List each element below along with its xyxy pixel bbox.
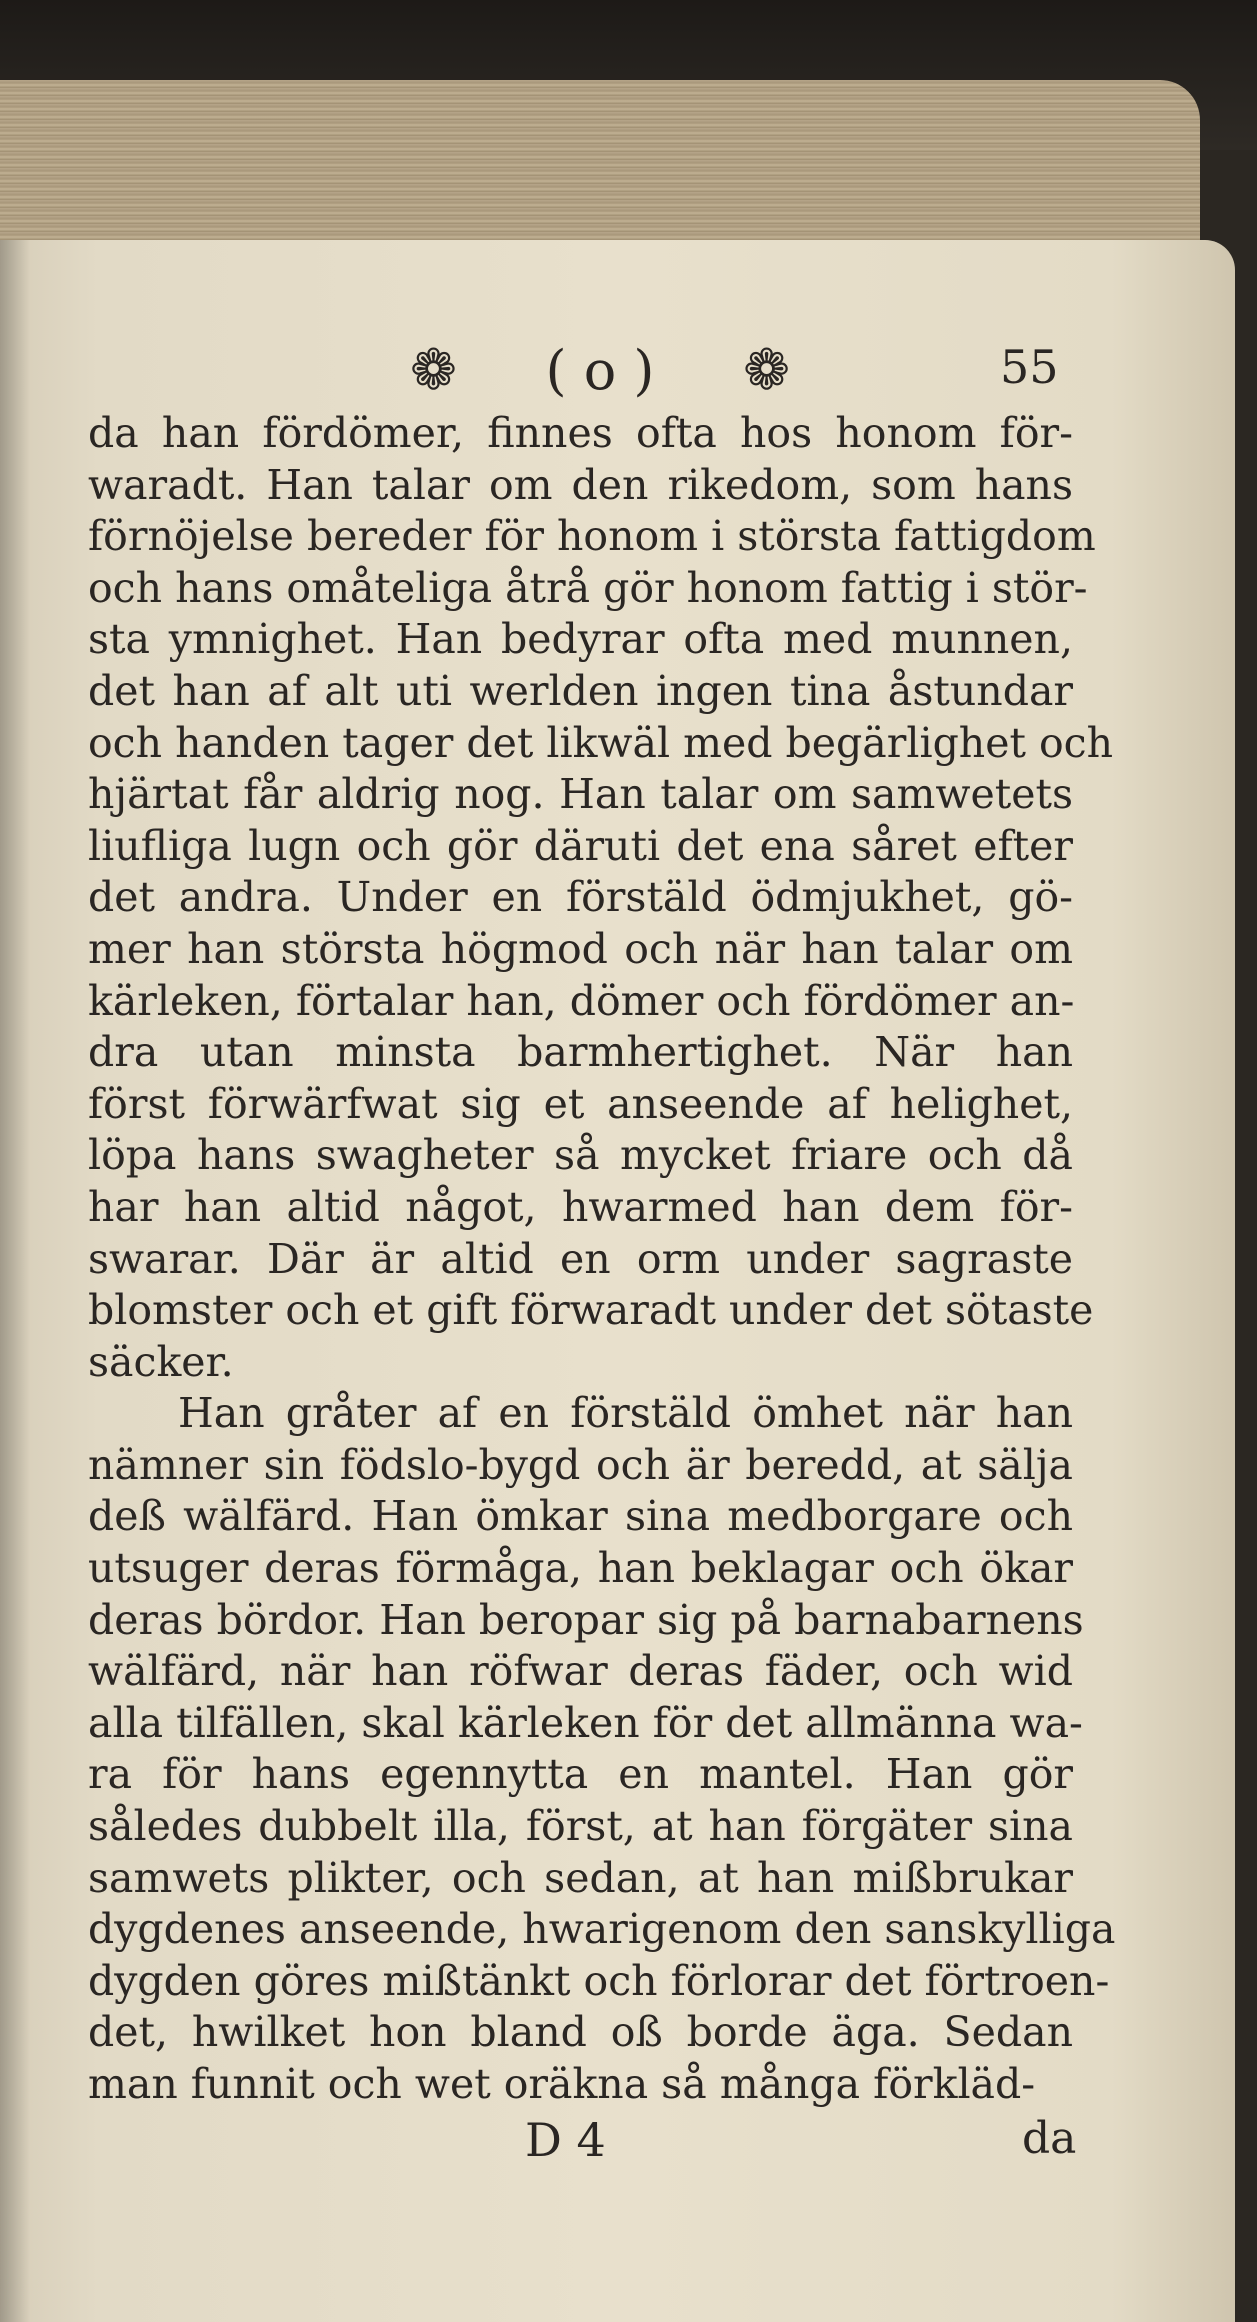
text-line: samwets plikter, och sedan, at han mißbrukar [88, 1853, 1073, 1902]
running-header [410, 338, 790, 403]
ornament-left-icon: ❁ [410, 338, 457, 403]
text-line: mer han största högmod och när han talar om [88, 924, 1073, 973]
text-line: löpa hans swagheter så mycket friare och då [88, 1131, 1073, 1180]
text-line: blomster och et gift förwaradt under det sötaste [88, 1286, 1094, 1335]
text-line: säcker. [88, 1337, 234, 1386]
header-center: ( o ) [545, 339, 655, 402]
text-line: och hans omåteliga åtrå gör honom fattig i stör- [88, 563, 1088, 612]
text-line: kärleken, förtalar han, dömer och fördömer an- [88, 976, 1075, 1025]
text-line: hjärtat får aldrig nog. Han talar om samwetets [88, 770, 1073, 819]
text-line: har han altid något, hwarmed han dem för- [88, 1182, 1073, 1231]
text-line: dygden göres mißtänkt och förlorar det förtroen- [88, 1956, 1110, 2005]
body-text [88, 408, 1116, 2111]
text-line: deß wälfärd. Han ömkar sina medborgare och [88, 1492, 1073, 1541]
text-line: waradt. Han talar om den rikedom, som hans [88, 460, 1073, 509]
text-line: det, hwilket hon bland oß borde äga. Sedan [88, 2008, 1073, 2057]
text-line: wälfärd, när han röfwar deras fäder, och wid [88, 1647, 1073, 1696]
text-line: swarar. Där är altid en orm under sagraste [88, 1234, 1073, 1283]
text-line: Han gråter af en förstäld ömhet när han [178, 1389, 1073, 1438]
paragraph [88, 408, 1114, 1388]
text-line: utsuger deras förmåga, han beklagar och ökar [88, 1544, 1073, 1593]
text-line: alla tilfällen, skal kärleken för det allmänna wa- [88, 1698, 1083, 1747]
text-line: först förwärfwat sig et anseende af helighet, [88, 1079, 1073, 1128]
text-line: man funnit och wet oräkna så många förkläd- [88, 2060, 1036, 2108]
text-line: det andra. Under en förstäld ödmjukhet, gö- [88, 873, 1073, 922]
text-line: ra för hans egennytta en mantel. Han gör [88, 1750, 1073, 1799]
signature-mark: D 4 [525, 2113, 606, 2167]
text-line: det han af alt uti werlden ingen tina åstundar [88, 666, 1073, 715]
text-line: dygdenes anseende, hwarigenom den sanskylliga [88, 1905, 1116, 1954]
text-line: förnöjelse bereder för honom i största fattigdom [88, 512, 1096, 561]
paragraph [88, 1388, 1116, 2110]
text-line: och handen tager det likwäl med begärlighet och [88, 718, 1114, 767]
text-line: nämner sin födslo-bygd och är beredd, at sälja [88, 1440, 1073, 1489]
catchword: da [1022, 2113, 1077, 2164]
text-line: da han fördömer, finnes ofta hos honom för- [88, 409, 1073, 457]
text-line: dra utan minsta barmhertighet. När han [88, 1028, 1073, 1077]
text-line: liufliga lugn och gör däruti det ena såret efter [88, 821, 1073, 870]
book-page [0, 240, 1235, 2322]
spine-shadow [0, 240, 30, 2322]
ornament-right-icon: ❁ [743, 338, 790, 403]
text-line: således dubbelt illa, först, at han förgäter sina [88, 1802, 1073, 1851]
text-line: deras bördor. Han beropar sig på barnabarnens [88, 1595, 1084, 1644]
page-number: 55 [1000, 340, 1059, 394]
text-line: sta ymnighet. Han bedyrar ofta med munnen, [88, 615, 1073, 664]
